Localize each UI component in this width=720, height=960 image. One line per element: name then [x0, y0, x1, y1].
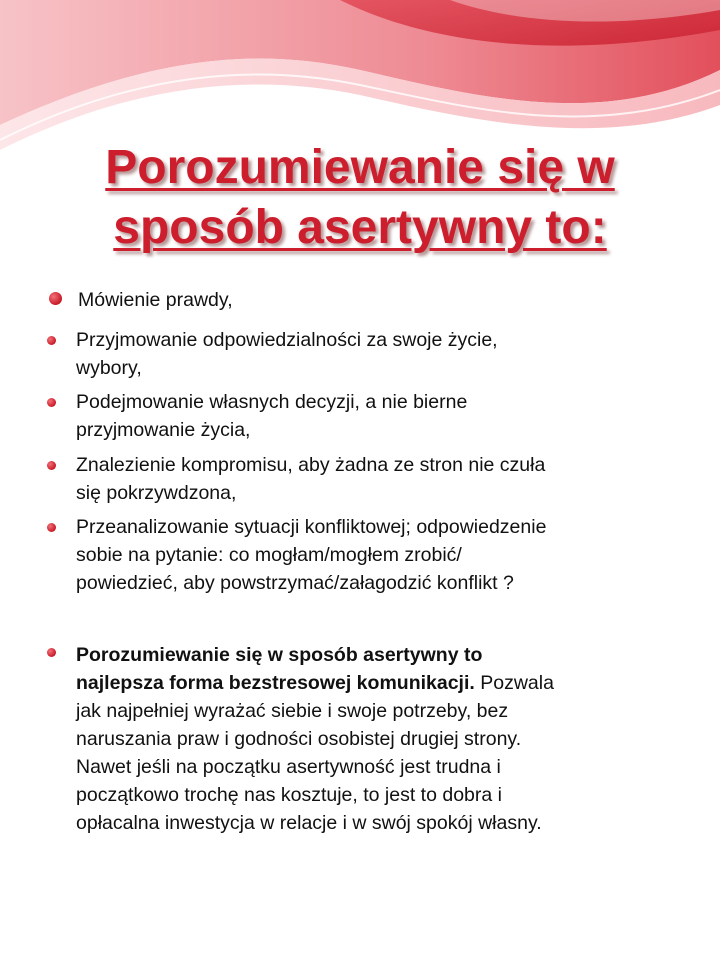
bullet-dot-icon	[47, 398, 56, 407]
bullet-item	[76, 451, 676, 507]
bullet-text: Przyjmowanie odpowiedzialności za swoje życie,	[76, 329, 498, 351]
summary-text: Pozwala	[474, 672, 554, 694]
bullet-item	[76, 513, 676, 597]
bullet-dot-icon	[47, 648, 56, 657]
bullet-dot-icon	[47, 461, 56, 470]
summary-paragraph	[76, 641, 676, 837]
bullet-item	[76, 388, 676, 444]
summary-text: jak najpełniej wyrażać siebie i swoje potrzeby, bez	[76, 700, 509, 722]
bullet-dot-icon	[49, 292, 62, 305]
summary-text: naruszania praw i godności osobistej drugiej strony.	[76, 728, 522, 750]
bullet-text: Znalezienie kompromisu, aby żadna ze stron nie czuła	[76, 454, 546, 476]
summary-bold-text: najlepsza forma bezstresowej komunikacji.	[76, 672, 475, 694]
summary-text: początkowo trochę nas kosztuje, to jest to dobra i	[76, 784, 502, 806]
slide-title-line-1: Porozumiewanie się w	[105, 141, 615, 194]
bullet-text: Mówienie prawdy,	[78, 289, 233, 311]
bullet-text: się pokrzywdzona,	[76, 482, 237, 504]
bullet-text: wybory,	[76, 357, 142, 379]
bullet-item	[78, 286, 678, 314]
bullet-dot-icon	[47, 523, 56, 532]
bullet-text: Podejmowanie własnych decyzji, a nie bierne	[76, 391, 468, 413]
slide-title-line-2: sposób asertywny to:	[113, 201, 607, 254]
bullet-item	[76, 326, 676, 382]
summary-text: opłacalna inwestycja w relacje i w swój spokój własny.	[76, 812, 542, 834]
summary-text: Nawet jeśli na początku asertywność jest trudna i	[76, 756, 501, 778]
bullet-text: przyjmowanie życia,	[76, 419, 251, 441]
bullet-text: powiedzieć, aby powstrzymać/załagodzić konflikt ?	[76, 572, 514, 594]
bullet-dot-icon	[47, 336, 56, 345]
summary-bold-text: Porozumiewanie się w sposób asertywny to	[76, 644, 483, 666]
bullet-text: sobie na pytanie: co mogłam/mogłem zrobić/	[76, 544, 462, 566]
bullet-text: Przeanalizowanie sytuacji konfliktowej; odpowiedzenie	[76, 516, 547, 538]
